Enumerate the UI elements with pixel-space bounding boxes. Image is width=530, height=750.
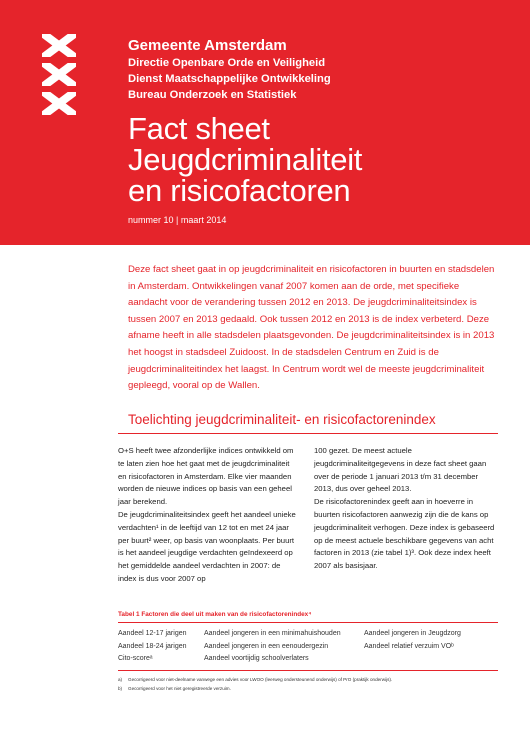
note-mark: a) xyxy=(118,677,123,682)
org-name: Gemeente Amsterdam xyxy=(128,37,287,54)
table-cell: Aandeel voortijdig schoolverlaters xyxy=(204,655,309,662)
table-row xyxy=(118,628,498,641)
note-text: Gecorrigeerd voor het niet geregistreerde verzuim. xyxy=(128,686,231,691)
table-row xyxy=(118,653,498,666)
org-line: Dienst Maatschappelijke Ontwikkeling xyxy=(128,73,331,85)
x-cross-icon xyxy=(42,63,76,86)
table-title: Tabel 1 Factoren die deel uit maken van de risicofactorenindex⁴ xyxy=(118,611,312,618)
organization-block xyxy=(128,36,331,103)
table-cell xyxy=(364,653,498,666)
table-cell: Aandeel jongeren in Jeugdzorg xyxy=(364,630,461,637)
x-cross-icon xyxy=(42,92,76,115)
table-divider-bottom xyxy=(118,670,498,671)
amsterdam-crosses-logo xyxy=(42,34,76,121)
table-cell: Aandeel jongeren in een minimahuishouden xyxy=(204,630,341,637)
table-divider-top xyxy=(118,622,498,623)
body-paragraph: O+S heeft twee afzonderlijke indices ontwikkeld om te laten zien hoe het gaat met de jeugdcriminaliteit en risicofactoren in Amsterdam. Elke vier maanden worden de nieuwe indices op basis van een geheel jaar berekend. xyxy=(118,446,294,507)
body-paragraph: De jeugdcriminaliteitsindex geeft het aandeel unieke verdachten¹ in de leeftijd van 12 tot en met 24 jaar per buurt² weer, op basis van woonplaats. Per buurt is het aandeel jeugdige verdachten geïndexeerd op het gemiddelde aandeel verdachten in 2007: de index is dus voor 2007 op xyxy=(118,509,296,583)
body-column-right xyxy=(314,445,496,573)
intro-paragraph: Deze fact sheet gaat in op jeugdcriminaliteit en risicofactoren in buurten en stadsdelen in Amsterdam. Ontwikkelingen vanaf 2007 komen aan de orde, met specifieke aandacht voor de verandering tussen 2012 en 2013. De jeugdcriminaliteitsindex is tussen 2007 en 2013 gedaald. Ook tussen 2012 en 2013 is de index verbeterd. Deze afname heeft in alle stadsdelen plaatsgevonden. De jeugdcriminaliteitsindex is in 2013 het hoogst in stadsdeel Zuidoost. In de stadsdelen Centrum en Zuid is de jeugdcriminaliteitindex het laagst. In Centrum wordt wel de meeste jeugdcriminaliteit gepleegd, vooral op de Wallen. xyxy=(128,264,495,392)
table-note xyxy=(118,684,498,693)
header-band xyxy=(0,0,530,245)
issue-info: nummer 10 | maart 2014 xyxy=(128,215,227,225)
body-paragraph: 100 gezet. De meest actuele jeugdcriminaliteitgegevens in deze fact sheet gaan over de periode 1 januari 2013 t/m 31 december 2013, dus over geheel 2013. xyxy=(314,446,487,494)
table-notes xyxy=(118,675,498,693)
title-line: Fact sheet xyxy=(128,111,270,146)
table-cell: Cito-scoreᵃ xyxy=(118,655,153,662)
table-cell: Aandeel relatief verzuim VOᵇ xyxy=(364,642,454,650)
org-line: Bureau Onderzoek en Statistiek xyxy=(128,89,297,101)
org-line: Directie Openbare Orde en Veiligheid xyxy=(128,57,326,69)
x-cross-icon xyxy=(42,34,76,57)
body-paragraph: De risicofactorenindex geeft aan in hoeverre in buurten risicofactoren aanwezig zijn die de kans op jeugdcriminaliteit verhogen. Deze index is gebaseerd op de meest actuele beschikbare gegevens van acht factoren in 2013 (zie tabel 1)³. Ook deze index heeft 2007 als basisjaar. xyxy=(314,497,495,571)
factor-table xyxy=(118,628,498,666)
body-column-left xyxy=(118,445,300,586)
section-heading: Toelichting jeugdcriminaliteit- en risicofactorenindex xyxy=(128,412,436,427)
note-mark: b) xyxy=(118,686,123,691)
table-cell: Aandeel jongeren in een eenoudergezin xyxy=(204,642,329,650)
section-divider xyxy=(118,433,498,434)
page-title xyxy=(128,113,362,206)
note-text: Gecorrigeerd voor niet-deelname vanwege een advies voor LWOO (leerweg ondersteunend onderwijs) of PrO (praktijk onderwijs). xyxy=(128,677,393,682)
title-line: en risicofactoren xyxy=(128,173,351,208)
table-row xyxy=(118,641,498,654)
table-cell: Aandeel 18-24 jarigen xyxy=(118,642,187,650)
title-line: Jeugdcriminaliteit xyxy=(128,142,363,177)
table-cell: Aandeel 12-17 jarigen xyxy=(118,630,187,637)
table-note xyxy=(118,675,498,684)
